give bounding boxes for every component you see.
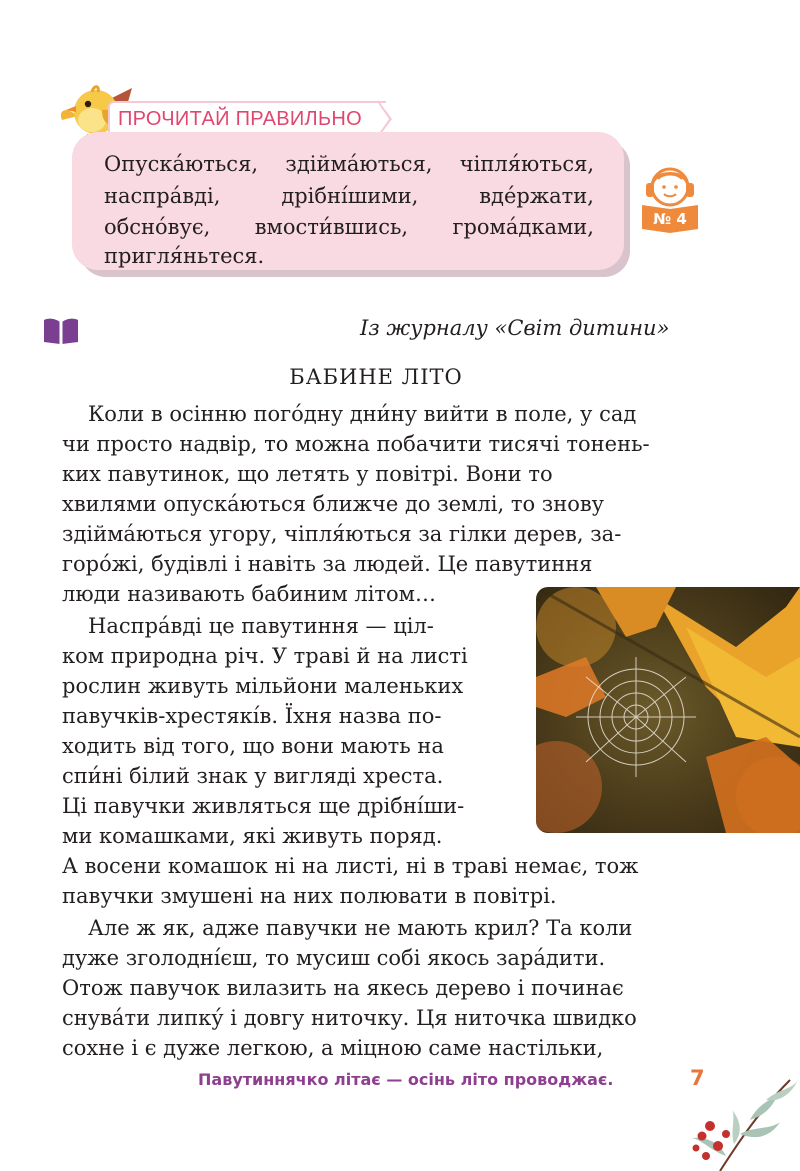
line-text: павучки змушені на них полювати в повітрі. [62,884,557,908]
line-text: спи́ні білий знак у вигляді хреста. [62,764,444,788]
line-text: Наспра́вді це павутиння — ціл- [88,614,434,638]
text-line [62,579,436,609]
line-text: А восени комашок ні на листі, ні в траві немає, тож [62,854,639,878]
badge-label: № 4 [653,210,687,228]
pronounce-heading: ПРОЧИТАЙ ПРАВИЛЬНО [118,108,363,130]
line-text: Ці павучки живляться ще дрібні́ши- [62,794,465,818]
text-line [62,549,592,579]
pronounce-word: дрібні́шими, [281,184,419,208]
pronounce-word: наспра́вді, [104,184,221,208]
pronounce-line [104,240,594,273]
text-line [62,489,604,519]
line-text: дуже зголодні́єш, то мусиш собі якось зара́дити. [62,946,606,970]
spider-web-photo [536,587,800,833]
text-line [62,459,553,489]
text-line [62,429,704,459]
line-text: ком природна річ. У траві й на листі [62,644,468,668]
line-text: павучків-хрестякі́в. Їхня назва по- [62,704,442,728]
pronounce-word: чіпля́ються, [459,152,594,176]
line-text: здійма́ються угору, чіпля́ються за гілки дерев, за- [62,522,622,546]
line-text: чи просто надвір, то можна побачити тисячі тонень- [62,432,650,456]
line-text: Отож павучок вилазить на якесь дерево і починає [62,976,624,1000]
text-line [62,881,557,911]
line-text: горо́жі, будівлі і навіть за людей. Це павутиння [62,552,593,576]
line-text: Коли в осінню пого́дну дни́ну вийти в поле, у сад [88,402,637,426]
page-number: 7 [690,1066,705,1090]
line-text: хвилями опуска́ються ближче до землі, то знову [62,492,605,516]
text-line [62,821,442,851]
text-line [62,671,463,701]
line-text: люди називають бабиним літом… [62,582,437,606]
line-text: ходить від того, що вони мають на [62,734,444,758]
text-line [88,399,704,429]
text-line [88,913,632,943]
text-line [62,1003,637,1033]
audio-badge[interactable] [636,163,704,233]
line-text: рослин живуть мільйони маленьких [62,674,464,698]
pronounce-word: вмости́вшись, [254,215,409,239]
text-line [62,761,443,791]
text-line [62,1033,603,1063]
pronounce-word: пригля́ньтеся. [104,244,265,268]
source-line: Із журналу «Світ дитини» [360,316,670,340]
text-line [62,701,441,731]
text-line [62,731,444,761]
pronounce-line [104,180,594,213]
text-line [62,851,639,881]
story-title: БАБИНЕ ЛІТО [289,365,463,389]
line-text: снува́ти липку́ і довгу ниточку. Ця ниточка швидко [62,1006,637,1030]
pronounce-word: здійма́ються, [285,152,433,176]
text-line [62,641,468,671]
text-line [62,519,621,549]
footer-proverb: Павутиннячко літає — осінь літо проводжає. [198,1070,614,1089]
open-book-icon [42,316,80,344]
line-text: Але ж як, адже павучки не мають крил? Та коли [88,916,633,940]
heading-tag-tip-inner [378,103,389,135]
line-text: сохне і є дуже легкою, а міцною саме настільки, [62,1036,604,1060]
line-text: ми комашками, які живуть поряд. [62,824,443,848]
pronounce-word: грома́дками, [452,215,594,239]
pronounce-word: Опуска́ються, [104,152,258,176]
pronounce-word: обсно́вує, [104,215,211,239]
text-line [62,791,464,821]
line-text: ких павутинок, що летять у повітрі. Вони то [62,462,553,486]
pronounce-line [104,148,594,181]
text-line [62,943,605,973]
pronounce-word: вде́ржати, [479,184,594,208]
text-line [62,973,624,1003]
text-line [88,611,434,641]
